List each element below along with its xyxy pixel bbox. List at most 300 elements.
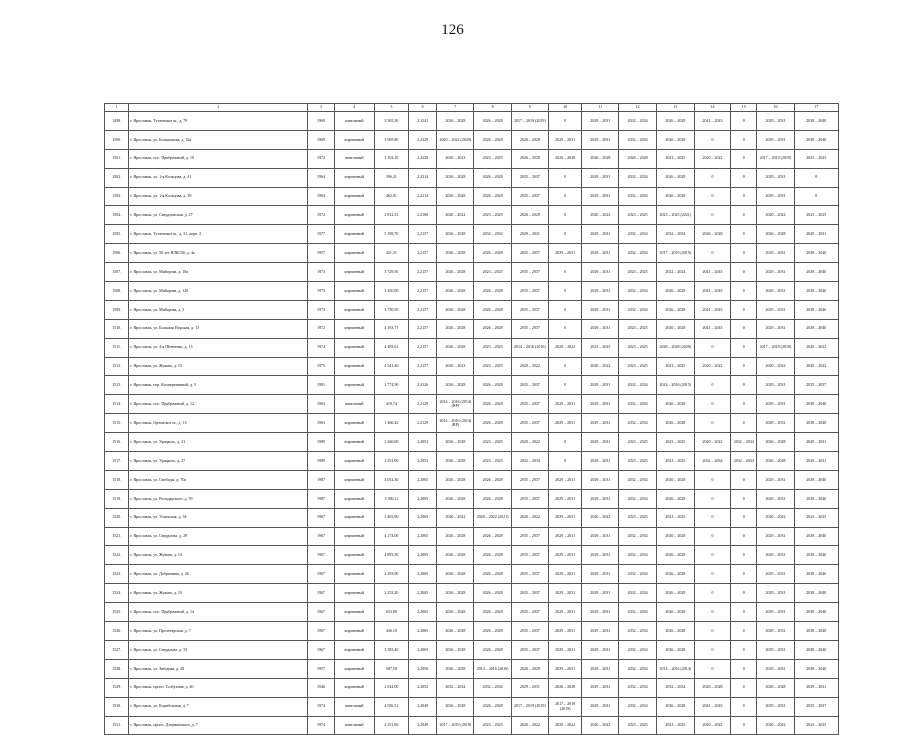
table-cell: 2029 – 2031	[582, 300, 619, 319]
table-cell: 2029 – 2031	[757, 300, 794, 319]
table-cell: 0	[694, 130, 730, 149]
table-cell: 2029 – 2031	[548, 659, 581, 678]
table-cell: кирпичный	[334, 584, 374, 603]
table-cell: 2026 – 2028	[511, 130, 548, 149]
table-cell: 2026 – 2028	[511, 659, 548, 678]
table-cell: 0	[548, 300, 581, 319]
table-cell: 2,2214	[409, 187, 437, 206]
column-header: 8	[474, 104, 511, 112]
table-row	[105, 149, 839, 168]
table-cell: 2035 – 2037	[511, 565, 548, 584]
table-cell: 2017 – 2019 (2019)	[757, 149, 794, 168]
table-cell: 0	[731, 470, 757, 489]
table-cell: 2023 – 2025	[794, 508, 838, 527]
table-cell: 0	[731, 263, 757, 282]
table-cell: 1523.	[105, 565, 129, 584]
table-cell: 2020 – 2022	[511, 508, 548, 527]
table-cell: кирпичный	[334, 640, 374, 659]
table-cell: 2014 – 2016 (2016)	[474, 659, 511, 678]
table-cell: 2026 – 2028	[437, 603, 474, 622]
table-cell: 2029 – 2031	[757, 395, 794, 414]
table-cell: 2029 – 2031	[582, 678, 619, 697]
table-cell: кирпичный	[334, 603, 374, 622]
table-cell: г. Ярославль, ул. Большая Норская, д. 13	[129, 319, 308, 338]
table-cell: 2017 – 2019 (2019)	[511, 112, 548, 131]
table-cell: 2020 – 2022	[437, 206, 474, 225]
table-cell: 2020 – 2022	[757, 206, 794, 225]
table-cell: 2032 – 2034	[474, 678, 511, 697]
table-cell: 0	[731, 489, 757, 508]
table-cell: г. Ярославль, ул. Урицкого, д. 27	[129, 452, 308, 471]
column-header: 4	[334, 104, 374, 112]
table-cell: 2,2065	[409, 603, 437, 622]
table-cell: 2026 – 2028	[437, 168, 474, 187]
table-cell: 1987	[308, 470, 334, 489]
table-cell: 2038 – 2040	[794, 584, 838, 603]
table-cell: 2035 – 2037	[794, 697, 838, 716]
table-cell: 1506.	[105, 244, 129, 263]
table-cell: 2023 – 2025	[794, 206, 838, 225]
table-cell: 2026 – 2028	[437, 546, 474, 565]
table-cell: 2026 – 2028	[437, 640, 474, 659]
table-cell: 0	[731, 300, 757, 319]
table-cell: 2038 – 2040	[794, 470, 838, 489]
table-cell: 0	[694, 395, 730, 414]
table-cell: 2032 – 2034	[619, 678, 656, 697]
table-cell: 2035 – 2037	[511, 376, 548, 395]
table-cell: 2032 – 2034	[619, 112, 656, 131]
table-cell: 2026 – 2028	[656, 622, 694, 641]
table-cell: 2026 – 2028	[437, 452, 474, 471]
table-cell: 2,2329	[409, 130, 437, 149]
page-number: 126	[441, 22, 464, 38]
table-cell: 2029 – 2031	[757, 470, 794, 489]
table-cell: кирпичный	[334, 414, 374, 433]
table-cell: 1520.	[105, 508, 129, 527]
table-cell: 2029 – 2031	[548, 565, 581, 584]
table-cell: 2026 – 2028	[437, 697, 474, 716]
table-cell: 2029 – 2031	[548, 640, 581, 659]
table-cell: кирпичный	[334, 433, 374, 452]
table-cell: 3 565,30	[374, 112, 408, 131]
table-cell: 1967	[308, 640, 334, 659]
table-cell: 2026 – 2028	[656, 187, 694, 206]
table-cell: г. Ярославль, ул. Добрынина, д. 26	[129, 565, 308, 584]
table-cell: 2,2157	[409, 300, 437, 319]
table-cell: 2029 – 2031	[794, 678, 838, 697]
table-cell: 2041 – 2043	[694, 697, 730, 716]
table-cell: 1974	[308, 338, 334, 357]
table-cell: 2032 – 2034	[619, 584, 656, 603]
table-cell: 3 102,10	[374, 149, 408, 168]
table-cell: 1512.	[105, 357, 129, 376]
table-cell: 2020 – 2022	[437, 149, 474, 168]
table-row	[105, 508, 839, 527]
table-cell: 2026 – 2028	[656, 584, 694, 603]
table-cell: 2032 – 2034	[694, 452, 730, 471]
table-cell: 2,2188	[409, 206, 437, 225]
table-cell: 2,2129	[409, 414, 437, 433]
table-cell: 2038 – 2040	[794, 300, 838, 319]
table-body	[105, 112, 839, 735]
table-cell: 2020 – 2022	[694, 433, 730, 452]
table-cell: г. Ярославль, ул. 1-я Кольцова, д. 39	[129, 187, 308, 206]
table-row	[105, 130, 839, 149]
table-cell: 2038 – 2040	[794, 489, 838, 508]
table-cell: 0	[731, 130, 757, 149]
table-cell: 2035 – 2037	[511, 414, 548, 433]
table-cell: 2035 – 2037	[511, 622, 548, 641]
table-cell: 2,2157	[409, 244, 437, 263]
table-cell: 2026 – 2028	[656, 395, 694, 414]
table-cell: 2026 – 2028	[656, 603, 694, 622]
table-cell: 2026 – 2028	[437, 112, 474, 131]
table-cell: 2020 – 2022	[694, 149, 730, 168]
table-cell: 2029 – 2031	[582, 225, 619, 244]
table-cell: 0	[548, 319, 581, 338]
repair-schedule-table-wrapper	[104, 103, 839, 735]
table-cell: 2035 – 2037	[511, 640, 548, 659]
table-cell: 1972	[308, 319, 334, 338]
table-cell: 2038 – 2040	[794, 263, 838, 282]
table-cell: 2032 – 2034	[619, 187, 656, 206]
table-cell: 2035 – 2037	[511, 603, 548, 622]
table-cell: 2029 – 2031	[757, 489, 794, 508]
table-row	[105, 489, 839, 508]
table-row	[105, 716, 839, 735]
table-cell: 0	[731, 527, 757, 546]
table-cell: панельный	[334, 395, 374, 414]
table-row	[105, 640, 839, 659]
table-cell: 2,2157	[409, 319, 437, 338]
table-cell: 2029 – 2031	[757, 603, 794, 622]
table-cell: 2029 – 2031	[548, 244, 581, 263]
table-cell: 2026 – 2028	[656, 130, 694, 149]
table-cell: 2022 – 2024	[656, 263, 694, 282]
table-cell: 2035 – 2037	[511, 489, 548, 508]
table-cell: 2026 – 2028	[656, 470, 694, 489]
table-cell: 2038 – 2040	[794, 527, 838, 546]
table-cell: 2,1241	[409, 112, 437, 131]
table-cell: 2,2065	[409, 489, 437, 508]
table-cell: 2023 – 2025	[619, 508, 656, 527]
table-cell: 2029 – 2031	[757, 640, 794, 659]
table-cell: 1975	[308, 357, 334, 376]
table-cell: 1522.	[105, 546, 129, 565]
table-cell: 2017 – 2019 (2019)	[656, 244, 694, 263]
table-cell: 1972	[308, 206, 334, 225]
table-cell: 2026 – 2028	[437, 244, 474, 263]
table-cell: 2029 – 2031	[757, 244, 794, 263]
table-cell: г. Ярославль, пос. Прибрежный, д. 14	[129, 603, 308, 622]
table-cell: 2026 – 2028	[656, 112, 694, 131]
table-cell: 2026 – 2028	[656, 640, 694, 659]
table-cell: кирпичный	[334, 319, 374, 338]
table-cell: 2023 – 2025	[794, 716, 838, 735]
table-cell: 2020 – 2022	[511, 357, 548, 376]
table-cell: 4 541,40	[374, 357, 408, 376]
table-cell: 2020 – 2022	[582, 716, 619, 735]
table-cell: 2020 – 2022	[511, 433, 548, 452]
table-cell: 2026 – 2028	[474, 112, 511, 131]
table-cell: 1507.	[105, 263, 129, 282]
table-cell: 2023 – 2025	[474, 338, 511, 357]
table-cell: 4 483,61	[374, 338, 408, 357]
table-cell: 0	[694, 376, 730, 395]
table-cell: 2,2065	[409, 622, 437, 641]
table-cell: 2032 – 2034	[731, 433, 757, 452]
table-cell: 2029 – 2031	[757, 546, 794, 565]
table-cell: 396,31	[374, 168, 408, 187]
table-cell: 2026 – 2028	[548, 678, 581, 697]
table-cell: 1508.	[105, 282, 129, 301]
table-cell: 2026 – 2028	[474, 282, 511, 301]
table-cell: 1967	[308, 584, 334, 603]
table-cell: г. Ярославль, ул. Корабельная, д. 7	[129, 697, 308, 716]
table-cell: 2026 – 2028	[437, 489, 474, 508]
table-cell: 0	[731, 508, 757, 527]
table-row	[105, 338, 839, 357]
table-cell: 0	[794, 187, 838, 206]
table-cell: 2029 – 2031	[548, 584, 581, 603]
table-cell: 2023 – 2025	[474, 716, 511, 735]
table-cell: 2029 – 2031	[548, 395, 581, 414]
table-cell: г. Ярославль, ул. Пролетарская, д. 7	[129, 622, 308, 641]
table-cell: 2029 – 2031	[794, 452, 838, 471]
table-cell: 2026 – 2028	[656, 414, 694, 433]
repair-schedule-table	[104, 103, 839, 735]
table-cell: 1969	[308, 130, 334, 149]
table-cell: г. Ярославль, ул. Майорова, д. 5	[129, 300, 308, 319]
table-cell: 2038 – 2040	[794, 130, 838, 149]
table-cell: г. Ярославль, ул. Свердлова, д. 33	[129, 640, 308, 659]
table-cell: 1498.	[105, 112, 129, 131]
column-header: 12	[619, 104, 656, 112]
table-cell: кирпичный	[334, 357, 374, 376]
table-cell: 2,2049	[409, 697, 437, 716]
table-cell: кирпичный	[334, 263, 374, 282]
table-cell: 2026 – 2028	[437, 470, 474, 489]
table-cell: кирпичный	[334, 130, 374, 149]
table-cell: 2038 – 2040	[794, 565, 838, 584]
table-cell: 2026 – 2028	[474, 489, 511, 508]
table-cell: 2026 – 2028	[437, 282, 474, 301]
table-cell: 2020 – 2022	[582, 206, 619, 225]
table-cell: 0	[731, 414, 757, 433]
table-cell: кирпичный	[334, 659, 374, 678]
table-cell: 2029 – 2031	[582, 584, 619, 603]
table-cell: 2,2214	[409, 168, 437, 187]
table-cell: 2038 – 2040	[794, 244, 838, 263]
table-cell: 2032 – 2034	[619, 603, 656, 622]
table-cell: 2032 – 2034	[437, 678, 474, 697]
table-cell: кирпичный	[334, 338, 374, 357]
table-cell: 1969	[308, 112, 334, 131]
table-cell: 2,2157	[409, 225, 437, 244]
table-cell: 2029 – 2031	[757, 376, 794, 395]
table-cell: 2029 – 2031	[757, 112, 794, 131]
table-cell: кирпичный	[334, 168, 374, 187]
table-row	[105, 112, 839, 131]
table-cell: 2020 – 2022	[757, 716, 794, 735]
table-cell: 2,2053	[409, 452, 437, 471]
table-cell: 2017 – 2019 (2019)	[548, 697, 581, 716]
table-cell: 4 174,00	[374, 527, 408, 546]
table-cell: 2029 – 2031	[548, 414, 581, 433]
table-cell: 2017 – 2019 (2019)	[511, 697, 548, 716]
table-cell: 2029 – 2031	[794, 225, 838, 244]
table-cell: кирпичный	[334, 206, 374, 225]
table-cell: г. Ярославль, ул. Свердловская, д. 27	[129, 206, 308, 225]
table-cell: 0	[694, 244, 730, 263]
table-cell: панельный	[334, 112, 374, 131]
table-cell: 2029 – 2031	[582, 282, 619, 301]
table-cell: 446,10	[374, 622, 408, 641]
table-cell: 2026 – 2028	[757, 678, 794, 697]
column-header: 15	[731, 104, 757, 112]
table-cell: 2,2157	[409, 338, 437, 357]
table-cell: 1521.	[105, 527, 129, 546]
table-cell: 2026 – 2028	[694, 678, 730, 697]
table-cell: 1519.	[105, 489, 129, 508]
table-cell: 2029 – 2031	[548, 603, 581, 622]
table-cell: 0	[731, 244, 757, 263]
table-cell: 2032 – 2034	[619, 659, 656, 678]
table-cell: 4 163,71	[374, 319, 408, 338]
table-cell: 2032 – 2034	[619, 130, 656, 149]
table-cell: 0	[548, 433, 581, 452]
column-header: 6	[409, 104, 437, 112]
table-cell: 2041 – 2043	[694, 319, 730, 338]
table-cell: 2023 – 2025	[582, 338, 619, 357]
table-cell: 2026 – 2028	[757, 225, 794, 244]
table-cell: 0	[794, 168, 838, 187]
table-cell: 1517.	[105, 452, 129, 471]
table-cell: 2026 – 2028	[757, 433, 794, 452]
table-cell: 2038 – 2040	[794, 414, 838, 433]
table-cell: 2026 – 2028	[474, 697, 511, 716]
table-row	[105, 168, 839, 187]
table-cell: 2029 – 2031	[582, 489, 619, 508]
table-cell: 2023 – 2025	[656, 452, 694, 471]
table-cell: 2032 – 2034	[619, 697, 656, 716]
table-cell: 2026 – 2028	[437, 338, 474, 357]
table-cell: 2029 – 2031	[582, 565, 619, 584]
table-cell: 2029 – 2031	[757, 584, 794, 603]
table-cell: 0	[731, 697, 757, 716]
table-cell: 2032 – 2034	[619, 282, 656, 301]
table-cell: 2029 – 2031	[548, 527, 581, 546]
table-cell: 2029 – 2031	[582, 433, 619, 452]
table-cell: г. Ярославль, ул. Володарского, д. 59	[129, 489, 308, 508]
table-row	[105, 697, 839, 716]
table-row	[105, 414, 839, 433]
column-header: 1	[105, 104, 129, 112]
table-cell: 1501.	[105, 149, 129, 168]
table-cell: 2026 – 2028	[474, 395, 511, 414]
table-cell: 2,2065	[409, 527, 437, 546]
table-cell: 1518.	[105, 470, 129, 489]
table-cell: 1526.	[105, 622, 129, 641]
table-cell: 2029 – 2031	[794, 433, 838, 452]
table-cell: 2023 – 2025	[619, 338, 656, 357]
table-cell: кирпичный	[334, 489, 374, 508]
table-cell: 2023 – 2025	[794, 149, 838, 168]
table-cell: 2029 – 2031	[757, 622, 794, 641]
table-row	[105, 584, 839, 603]
table-cell: 1504.	[105, 206, 129, 225]
table-row	[105, 225, 839, 244]
table-cell: 2026 – 2028	[474, 319, 511, 338]
table-cell: 0	[694, 622, 730, 641]
table-cell: 2026 – 2028	[757, 452, 794, 471]
table-cell: 1957	[308, 244, 334, 263]
table-cell: 2026 – 2028	[474, 244, 511, 263]
table-cell: 0	[694, 546, 730, 565]
table-cell: 0	[694, 565, 730, 584]
table-cell: 1964	[308, 187, 334, 206]
table-cell: 2032 – 2034	[619, 168, 656, 187]
table-cell: 2,2065	[409, 584, 437, 603]
table-cell: 2032 – 2034	[656, 678, 694, 697]
table-cell: 2032 – 2034	[619, 376, 656, 395]
table-cell: 2026 – 2028	[656, 282, 694, 301]
table-cell: 2026 – 2028	[511, 206, 548, 225]
table-cell: г. Ярославль, ул. Урицкого, д. 21	[129, 433, 308, 452]
table-cell: 1530.	[105, 697, 129, 716]
table-cell: 1987	[308, 489, 334, 508]
table-cell: 0	[548, 168, 581, 187]
table-cell: 2032 – 2034	[619, 489, 656, 508]
table-cell: 1974	[308, 716, 334, 735]
table-cell: 2023 – 2025	[474, 206, 511, 225]
table-cell: 2026 – 2028	[474, 527, 511, 546]
table-cell: 2038 – 2040	[794, 640, 838, 659]
table-cell: 1967	[308, 622, 334, 641]
table-cell: 2035 – 2037	[511, 282, 548, 301]
table-cell: г. Ярославль, ул. Майорова, д. 12б	[129, 282, 308, 301]
table-cell: 1967	[308, 565, 334, 584]
table-cell: 2029 – 2031	[582, 187, 619, 206]
table-cell: 2026 – 2028	[582, 149, 619, 168]
table-cell: 2014 – 2016 (2015)	[656, 376, 694, 395]
table-cell: 0	[694, 338, 730, 357]
table-cell: 2032 – 2034	[731, 452, 757, 471]
table-cell: 2026 – 2028	[548, 149, 581, 168]
table-cell: 1503.	[105, 187, 129, 206]
table-cell: 2023 – 2025	[656, 433, 694, 452]
table-cell: 2020 – 2022	[437, 357, 474, 376]
table-cell: 2014 – 2016 (2014)	[656, 659, 694, 678]
table-cell: 0	[731, 678, 757, 697]
table-cell: 0	[694, 206, 730, 225]
table-cell: 2020 – 2022	[548, 338, 581, 357]
table-cell: 1963	[308, 414, 334, 433]
table-row	[105, 206, 839, 225]
table-cell: 1967	[308, 603, 334, 622]
table-row	[105, 678, 839, 697]
column-header: 2	[129, 104, 308, 112]
table-cell: 2,2157	[409, 282, 437, 301]
table-cell: 2029 – 2031	[582, 470, 619, 489]
table-cell: г. Ярославль, Тутаевское ш., д. 31, корп. 2	[129, 225, 308, 244]
table-cell: 0	[694, 168, 730, 187]
table-cell: 2026 – 2028	[437, 527, 474, 546]
table-cell: 2023 – 2025	[619, 433, 656, 452]
table-cell: 0	[694, 489, 730, 508]
table-cell: 2023 – 2025	[619, 452, 656, 471]
table-cell: г. Ярославль, ул. Свердлова, д. 29	[129, 527, 308, 546]
